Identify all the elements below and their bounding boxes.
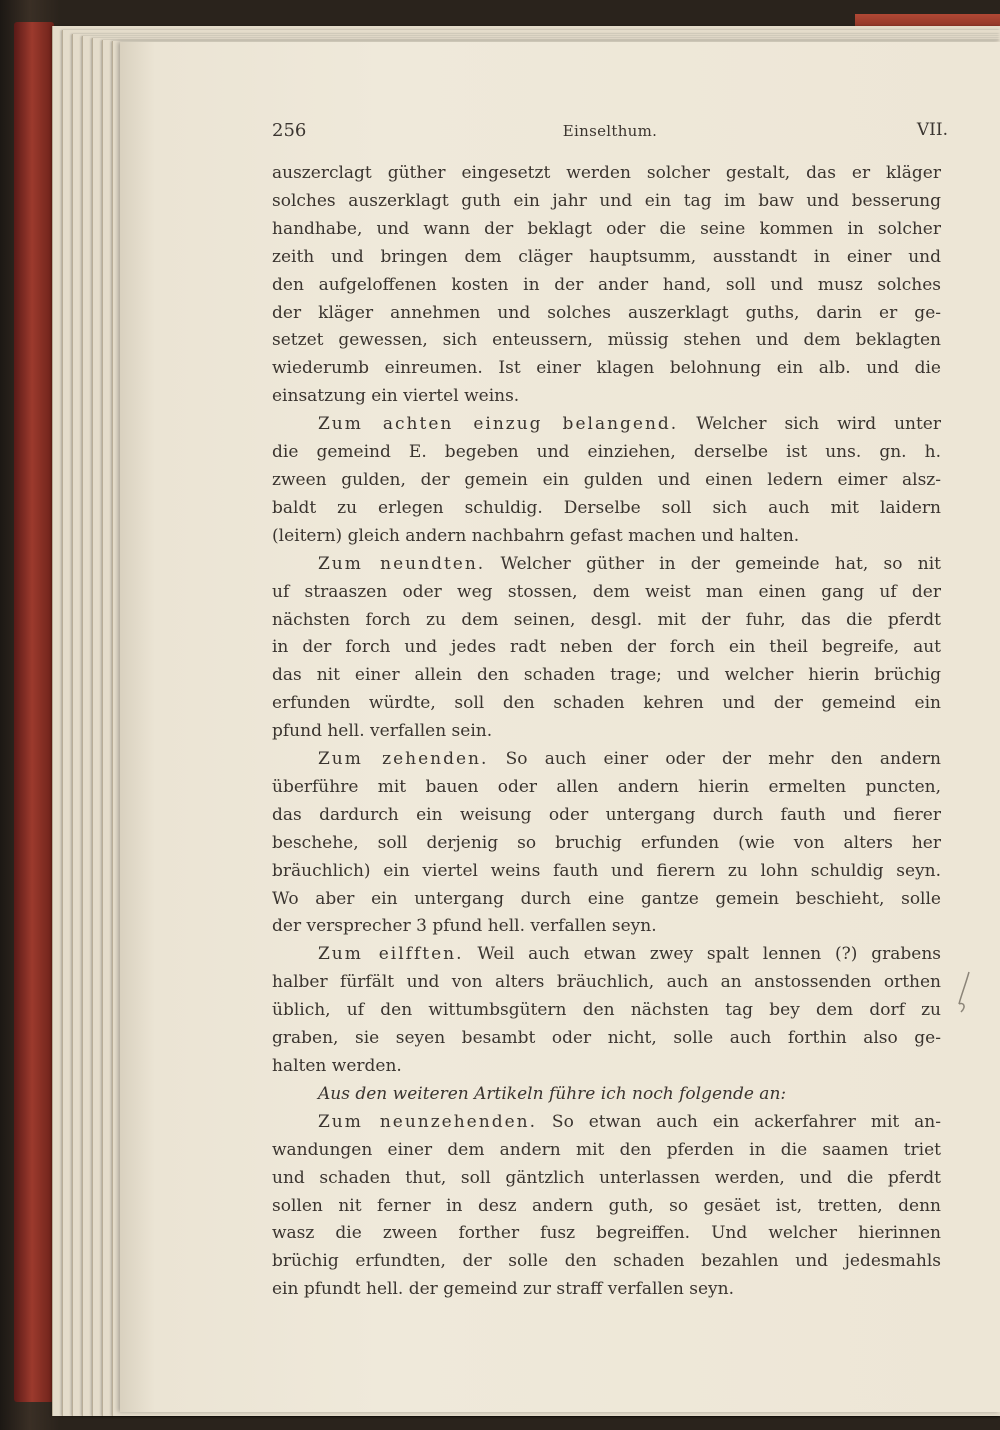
text-run: Weil auch etwan zwey spalt lennen (?) grabens <box>463 944 941 965</box>
text-line: bräuchlich) ein viertel weins fauth und fierern zu lohn schuldig seyn. <box>272 860 941 881</box>
text-line: und schaden thut, soll gäntzlich unterlassen werden, und die pferdt <box>272 1167 941 1188</box>
text-line: halber fürfält und von alters bräuchlich, auch an anstossenden orthen <box>272 972 941 993</box>
text-line <box>272 551 941 579</box>
text-line <box>272 746 941 774</box>
text-line: ein pfundt hell. der gemeind zur straff verfallen seyn. <box>272 1279 734 1300</box>
text-line: der kläger annehmen und solches auszerklagt guths, darin er ge- <box>272 302 941 323</box>
page-number: 256 <box>272 120 307 141</box>
text-line: baldt zu erlegen schuldig. Derselbe soll sich auch mit laidern <box>272 497 941 518</box>
text-line: Wo aber ein untergang durch eine gantze gemein beschieht, solle <box>272 888 941 909</box>
text-line <box>272 1109 941 1137</box>
page-header <box>272 120 948 144</box>
text-line: auszerclagt güther eingesetzt werden solcher gestalt, das er kläger <box>272 163 941 183</box>
text-line: brüchig erfundten, der solle den schaden bezahlen und jedesmahls <box>272 1251 941 1272</box>
text-line <box>272 941 941 969</box>
body-text <box>272 160 941 1304</box>
text-line: die gemeind E. begeben und einziehen, derselbe ist uns. gn. h. <box>272 442 941 463</box>
pencil-annotation-mark <box>955 968 975 1028</box>
text-line: den aufgeloffenen kosten in der ander hand, soll und musz solches <box>272 274 941 295</box>
text-line: sollen nit ferner in desz andern guth, so gesäet ist, tretten, denn <box>272 1195 941 1216</box>
text-line: wasz die zween forther fusz begreiffen. Und welcher hierinnen <box>272 1223 941 1244</box>
text-line: das nit einer allein den schaden trage; und welcher hierin brüchig <box>272 665 941 686</box>
section-heading: Zum achten einzug belangend. <box>318 414 679 435</box>
text-line: überführe mit bauen oder allen andern hierin ermelten puncten, <box>272 776 941 797</box>
text-line: das dardurch ein weisung oder untergang durch fauth und fierer <box>272 804 941 825</box>
text-line: graben, sie seyen besambt oder nicht, solle auch forthin also ge- <box>272 1028 941 1049</box>
text-line: (leitern) gleich andern nachbahrn gefast machen und halten. <box>272 525 800 546</box>
text-line: wandungen einer dem andern mit den pferden in die saamen triet <box>272 1139 941 1160</box>
text-line <box>272 411 941 439</box>
text-line: üblich, uf den wittumbsgütern den nächsten tag bey dem dorf zu <box>272 1000 941 1021</box>
chapter-mark: VII. <box>916 120 948 140</box>
text-line: solches auszerklagt guth ein jahr und ein tag im baw und besserung <box>272 190 941 211</box>
section-heading: Zum eilfften. <box>318 944 464 965</box>
text-line: wiederumb einreumen. Ist einer klagen belohnung ein alb. und die <box>272 358 941 379</box>
text-line: zween gulden, der gemein ein gulden und einen ledern eimer alsz- <box>272 469 941 490</box>
text-line: in der forch und jedes radt neben der forch ein theil begreife, aut <box>272 637 941 658</box>
text-line: halten werden. <box>272 1056 402 1076</box>
text-run: Welcher güther in der gemeinde hat, so nit <box>485 553 941 574</box>
editorial-note: Aus den weiteren Artikeln führe ich noch folgende an: <box>318 1083 787 1104</box>
text-line: der versprecher 3 pfund hell. verfallen seyn. <box>272 916 657 937</box>
section-heading: Zum zehenden. <box>318 749 489 770</box>
text-line: zeith und bringen dem cläger hauptsumm, ausstandt in einer und <box>272 246 941 267</box>
text-line: setzet gewessen, sich enteussern, müssig stehen und dem beklagten <box>272 330 941 351</box>
text-line: erfunden würdte, soll den schaden kehren und der gemeind ein <box>272 693 941 714</box>
text-line: einsatzung ein viertel weins. <box>272 386 520 407</box>
text-run: Welcher sich wird unter <box>678 414 941 435</box>
text-run: So auch einer oder der mehr den andern <box>488 749 941 770</box>
text-run: So etwan auch ein ackerfahrer mit an- <box>537 1111 941 1132</box>
text-line: nächsten forch zu dem seinen, desgl. mit der fuhr, das die pferdt <box>272 609 941 630</box>
section-heading: Zum neundten. <box>318 553 486 574</box>
text-line: beschehe, soll derjenig so bruchig erfunden (wie von alters her <box>272 832 941 853</box>
text-line: uf straaszen oder weg stossen, dem weist man einen gang uf der <box>272 581 941 602</box>
running-head: Einselthum. <box>562 122 658 140</box>
text-line: pfund hell. verfallen sein. <box>272 721 493 742</box>
text-line: handhabe, und wann der beklagt oder die seine kommen in solcher <box>272 218 941 239</box>
section-heading: Zum neunzehenden. <box>318 1111 537 1132</box>
